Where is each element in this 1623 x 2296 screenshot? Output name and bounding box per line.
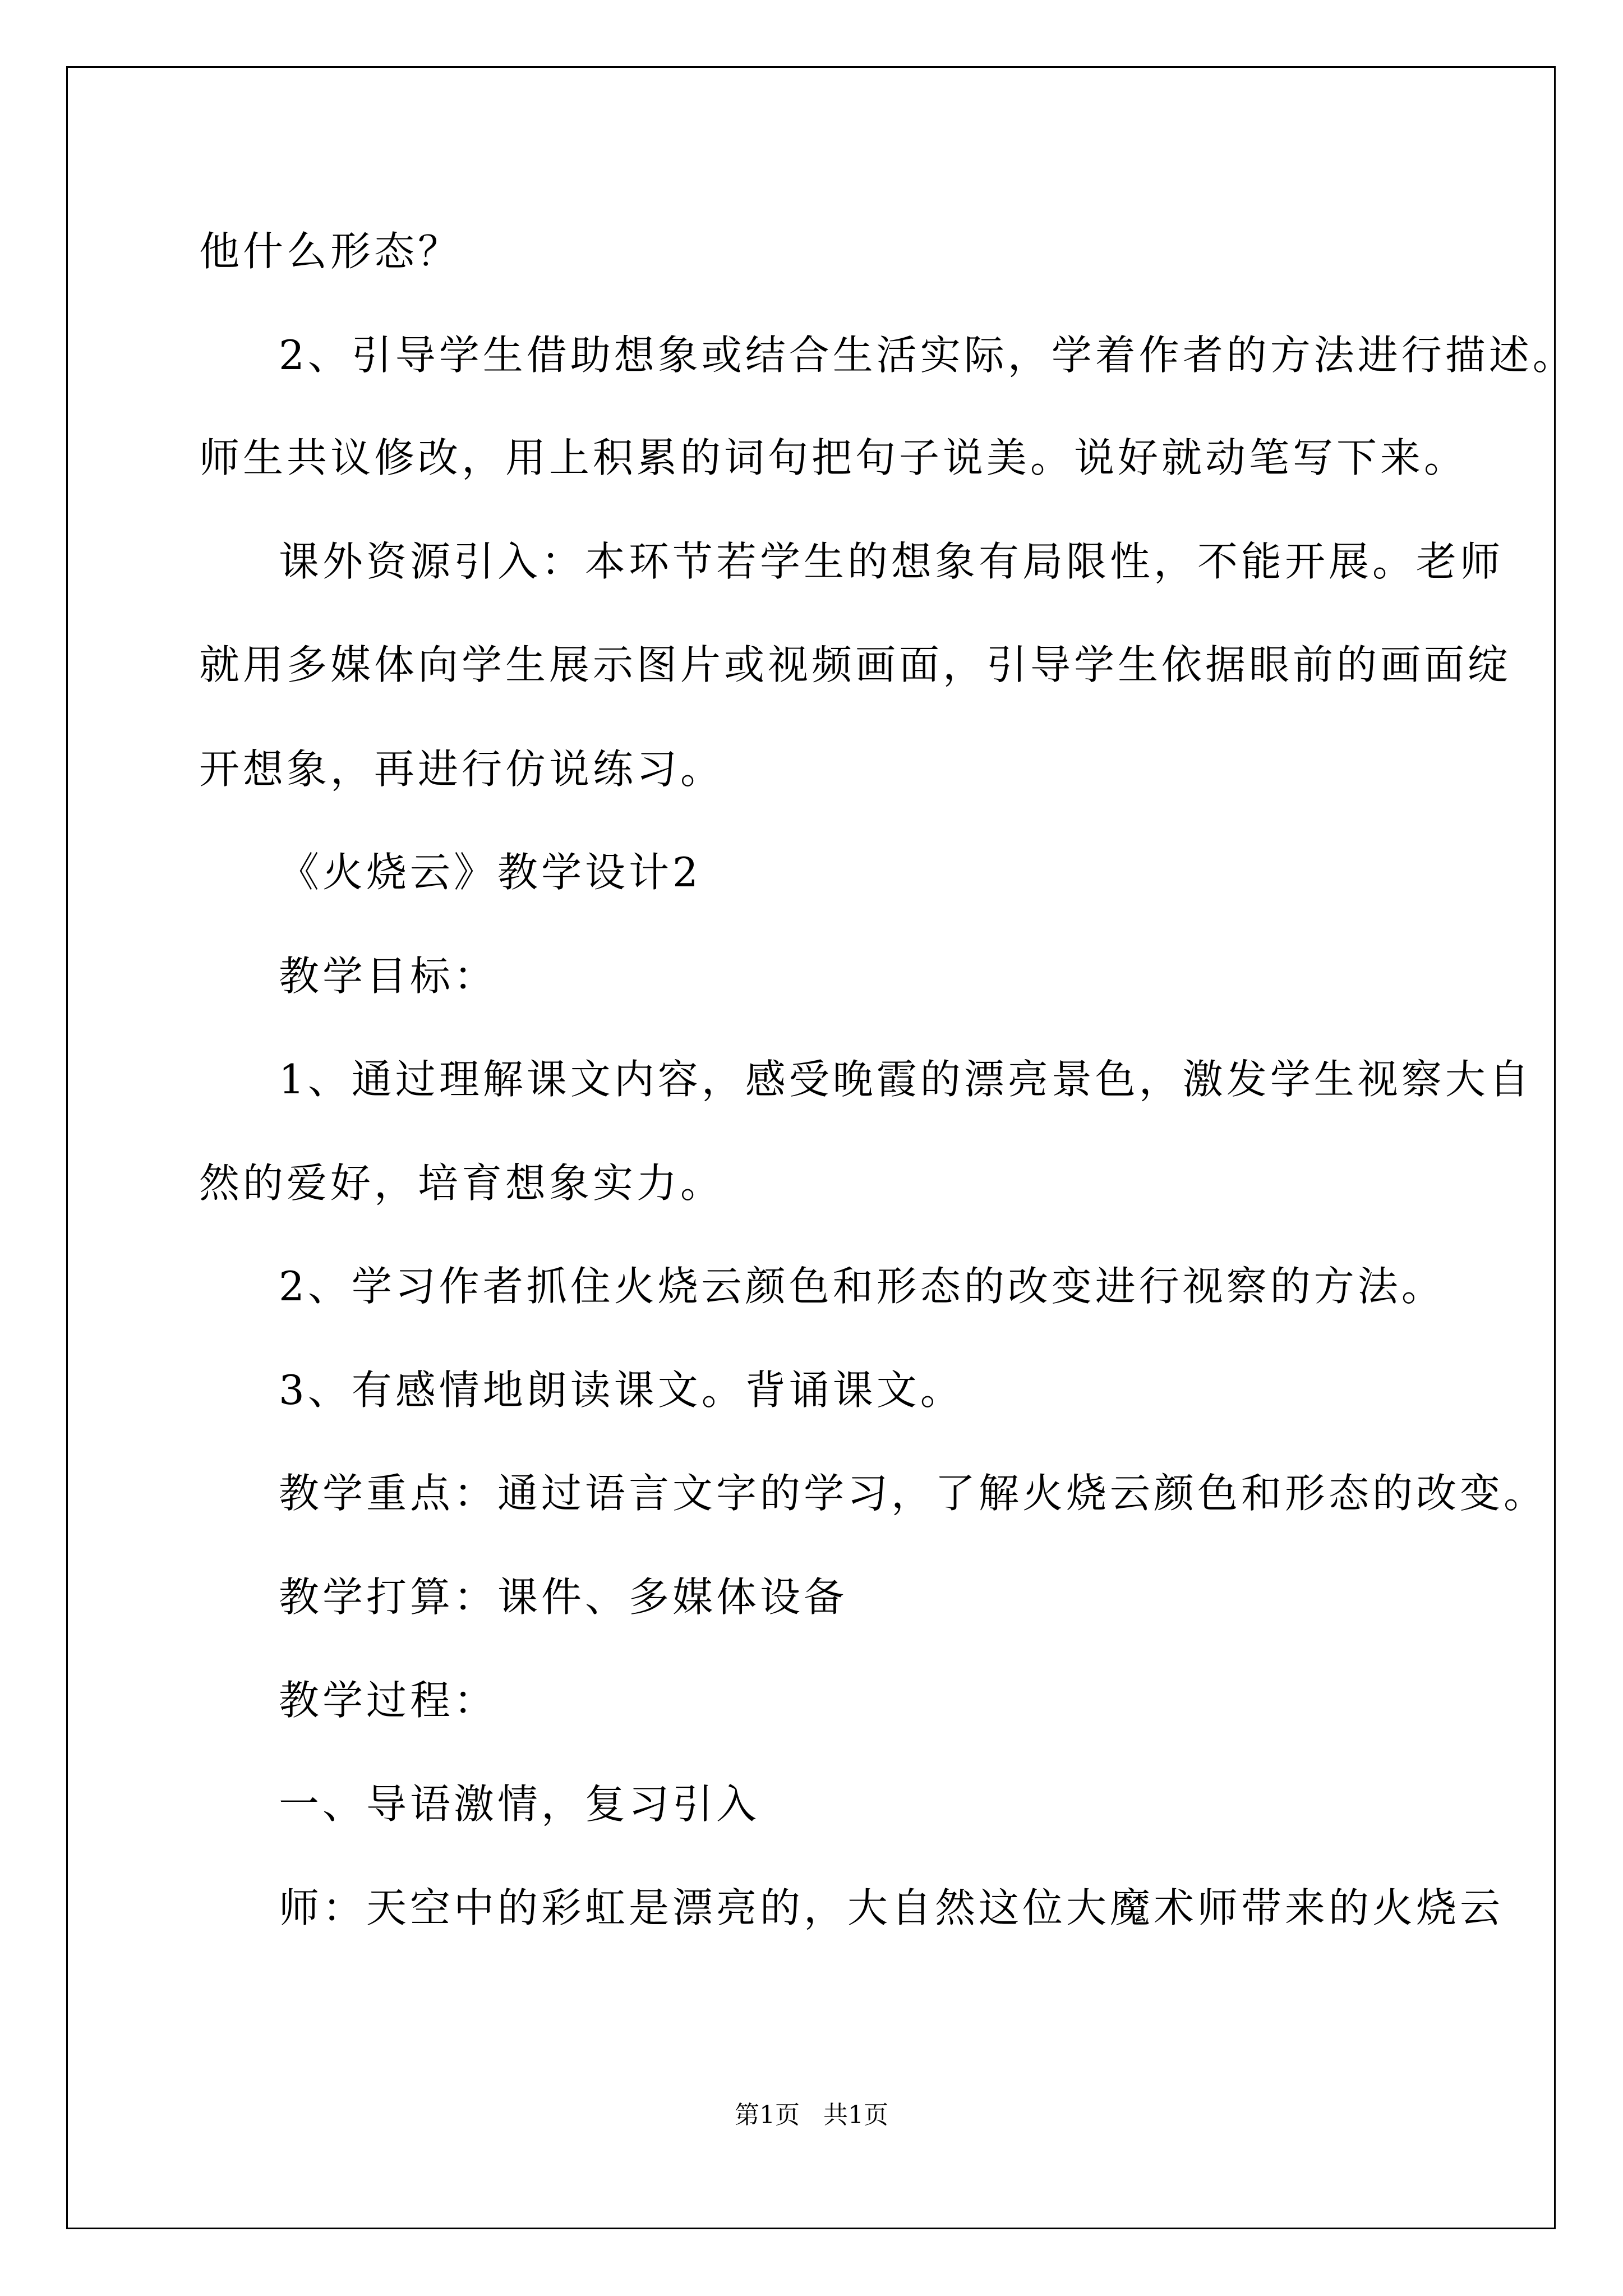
text-line-5: 就用多媒体向学生展示图片或视频画面，引导学生依据眼前的画面绽 (199, 641, 1512, 688)
text-line-3: 师生共议修改，用上积累的词句把句子说美。说好就动笔写下来。 (199, 434, 1468, 481)
text-line-2: 2、引导学生借助想象或结合生活实际，学着作者的方法进行描述。 (279, 332, 1576, 379)
text-line-4: 课外资源引入：本环节若学生的想象有局限性，不能开展。老师 (279, 538, 1504, 585)
text-line-1: 他什么形态？ (199, 228, 462, 275)
text-line-11: 2、学习作者抓住火烧云颜色和形态的改变进行视察的方法。 (279, 1263, 1445, 1310)
text-line-8: 教学目标： (279, 953, 498, 1000)
page-footer: 第1页 共1页 (735, 2101, 888, 2129)
text-line-16: 一、导语激情，复习引入 (279, 1780, 760, 1828)
text-line-9: 1、通过理解课文内容，感受晚霞的漂亮景色，激发学生视察大自 (279, 1056, 1533, 1103)
text-line-14: 教学打算：课件、多媒体设备 (279, 1573, 848, 1621)
text-line-12: 3、有感情地朗读课文。背诵课文。 (279, 1366, 964, 1414)
text-line-13: 教学重点：通过语言文字的学习，了解火烧云颜色和形态的改变。 (279, 1470, 1548, 1517)
text-line-17: 师：天空中的彩虹是漂亮的，大自然这位大魔术师带来的火烧云 (279, 1884, 1504, 1931)
text-line-6: 开想象，再进行仿说练习。 (199, 746, 725, 793)
text-line-10: 然的爱好，培育想象实力。 (199, 1159, 725, 1207)
section-title: 《火烧云》教学设计2 (279, 849, 702, 896)
text-line-15: 教学过程： (279, 1677, 498, 1724)
